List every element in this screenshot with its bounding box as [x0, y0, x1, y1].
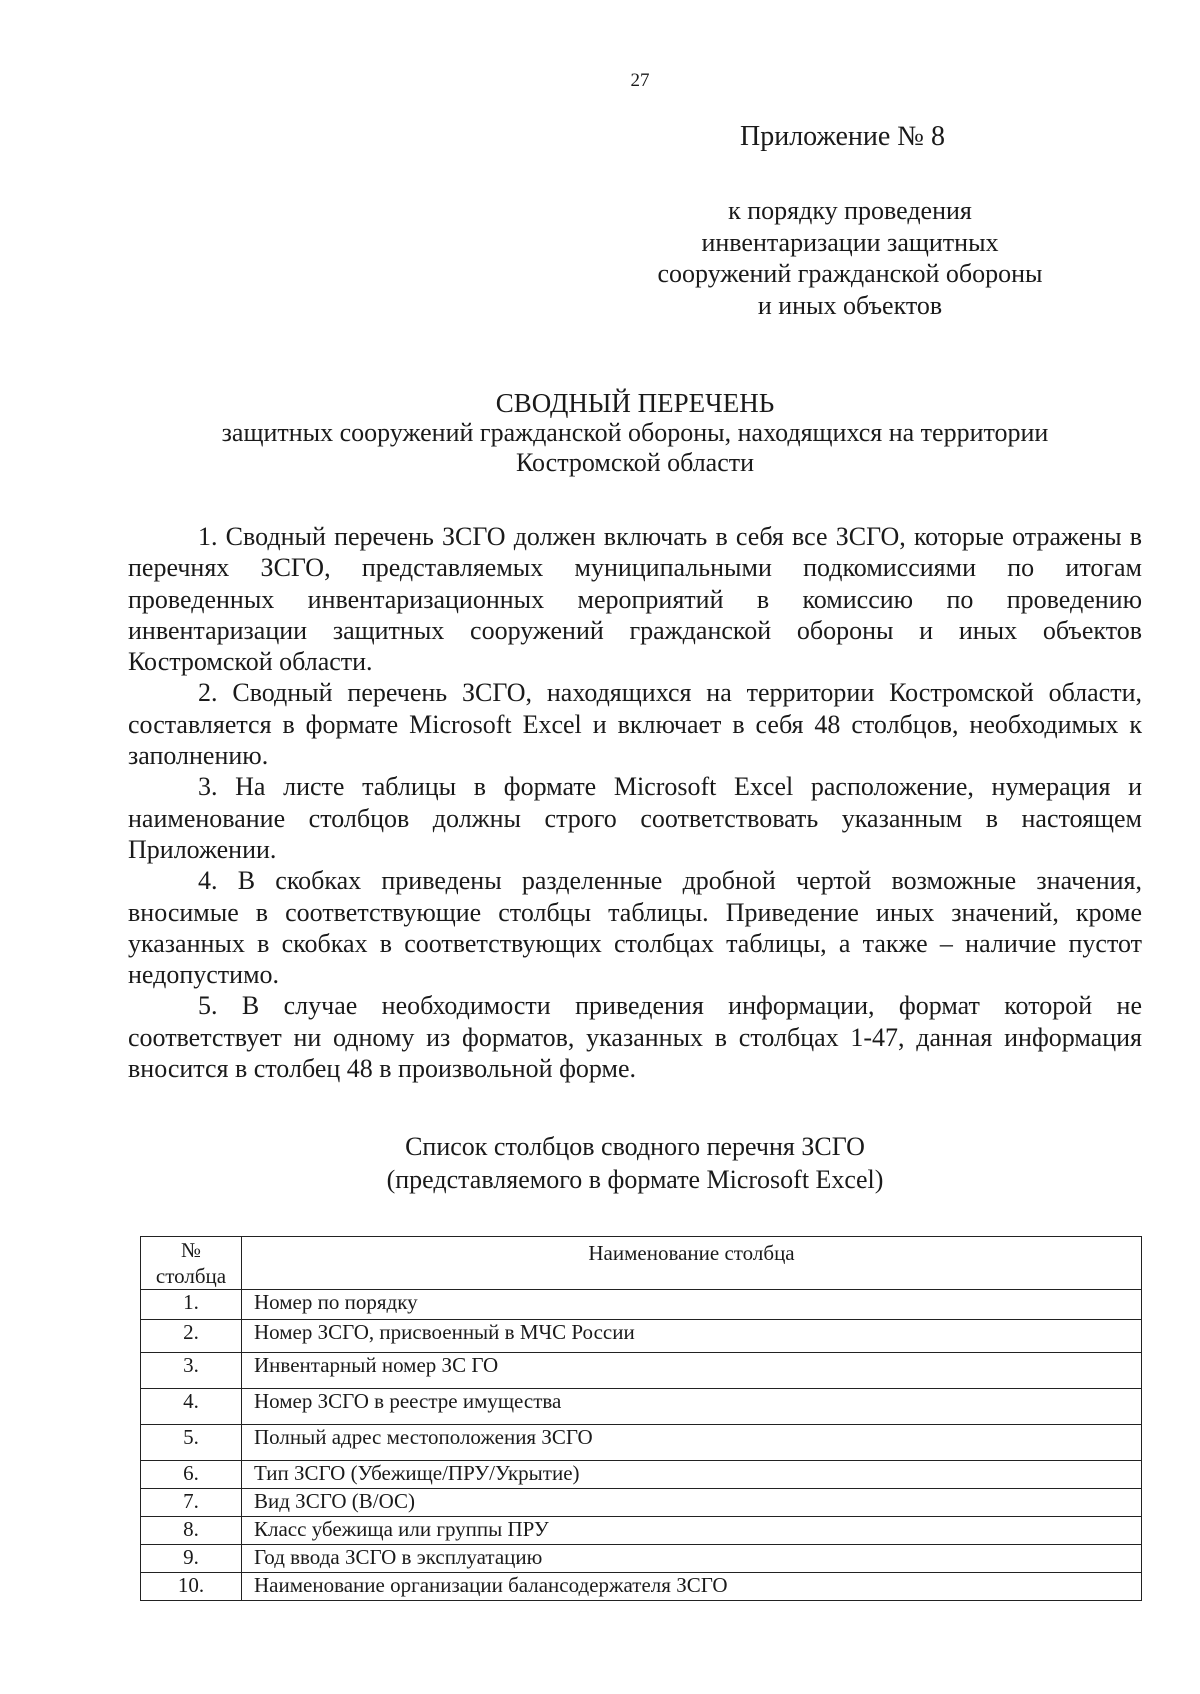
row-number: 9. — [141, 1545, 242, 1573]
page-number: 27 — [630, 70, 650, 91]
appendix-title: Приложение № 8 — [740, 121, 945, 152]
row-name: Тип ЗСГО (Убежище/ПРУ/Укрытие) — [242, 1461, 1142, 1489]
table-row — [141, 1425, 1142, 1461]
row-name: Номер по порядку — [242, 1290, 1142, 1320]
row-number: 7. — [141, 1489, 242, 1517]
row-name: Инвентарный номер ЗС ГО — [242, 1353, 1142, 1389]
row-number: 8. — [141, 1517, 242, 1545]
paragraph: 3. На листе таблицы в формате Microsoft Excel расположение, нумерация и наименование столбцов должны строго соответствовать указанным в настоящем Приложении. — [128, 772, 1142, 864]
table-row — [141, 1320, 1142, 1353]
table-row — [141, 1489, 1142, 1517]
document-subtitle-line: защитных сооружений гражданской обороны, находящихся на территории — [221, 418, 1049, 447]
row-name: Номер ЗСГО в реестре имущества — [242, 1389, 1142, 1425]
header-column-name: Наименование столбца — [242, 1237, 1142, 1290]
row-name: Номер ЗСГО, присвоенный в МЧС России — [242, 1320, 1142, 1353]
appendix-line: и иных объектов — [757, 290, 943, 320]
paragraph: 5. В случае необходимости приведения информации, формат которой не соответствует ни одному из форматов, указанных в столбцах 1-47, данная информация вносится в столбец 48 в произвольной форме. — [128, 991, 1142, 1084]
row-number: 4. — [141, 1389, 242, 1425]
body-text — [128, 521, 1142, 1084]
table-row — [141, 1545, 1142, 1573]
table-row — [141, 1353, 1142, 1389]
table-row — [141, 1389, 1142, 1425]
table-row — [141, 1290, 1142, 1320]
row-name: Год ввода ЗСГО в эксплуатацию — [242, 1545, 1142, 1573]
appendix-line: к порядку проведения — [728, 196, 972, 225]
header-num-symbol: № — [180, 1238, 202, 1262]
document-heading — [130, 388, 1140, 478]
appendix-line: инвентаризации защитных — [701, 227, 999, 257]
table-row — [141, 1517, 1142, 1545]
table-row — [141, 1573, 1142, 1601]
columns-table — [140, 1236, 1142, 1601]
header-column-number — [141, 1237, 242, 1290]
row-number: 3. — [141, 1353, 242, 1389]
paragraph: 2. Сводный перечень ЗСГО, находящихся на территории Костромской области, составляется в формате Microsoft Excel и включает в себя 48 столбцов, необходимых к заполнению. — [128, 678, 1142, 771]
appendix-line: сооружений гражданской обороны — [657, 259, 1043, 288]
document-subtitle-line: Костромской области — [515, 448, 755, 477]
appendix-subtitle — [610, 195, 1090, 321]
row-number: 1. — [141, 1290, 242, 1320]
row-number: 6. — [141, 1461, 242, 1489]
header-num-label: столбца — [155, 1264, 227, 1288]
paragraph: 1. Сводный перечень ЗСГО должен включать в себя все ЗСГО, которые отражены в перечнях ЗСГО, представляемых муниципальными подкомиссиями по итогам проведенных инвентаризационных мероприятий в комиссию по проведению инвентаризации защитных сооружений гражданской обороны и иных объектов Костромской области. — [128, 522, 1142, 677]
list-title-line: Список столбцов сводного перечня ЗСГО — [405, 1132, 865, 1161]
row-name: Класс убежища или группы ПРУ — [242, 1517, 1142, 1545]
row-name: Полный адрес местоположения ЗСГО — [242, 1425, 1142, 1461]
row-number: 10. — [141, 1573, 242, 1601]
row-number: 5. — [141, 1425, 242, 1461]
row-name: Наименование организации балансодержателя ЗСГО — [242, 1573, 1142, 1601]
list-title — [130, 1130, 1140, 1196]
row-number: 2. — [141, 1320, 242, 1353]
list-title-line: (представляемого в формате Microsoft Excel) — [386, 1165, 884, 1194]
table-header-row — [141, 1237, 1142, 1290]
document-title: СВОДНЫЙ ПЕРЕЧЕНЬ — [495, 388, 775, 418]
row-name: Вид ЗСГО (В/ОС) — [242, 1489, 1142, 1517]
paragraph: 4. В скобках приведены разделенные дробной чертой возможные значения, вносимые в соответствующие столбцы таблицы. Приведение иных значений, кроме указанных в скобках в соответствующих столбцах таблицы, а также – наличие пустот недопустимо. — [128, 866, 1142, 990]
table-row — [141, 1461, 1142, 1489]
